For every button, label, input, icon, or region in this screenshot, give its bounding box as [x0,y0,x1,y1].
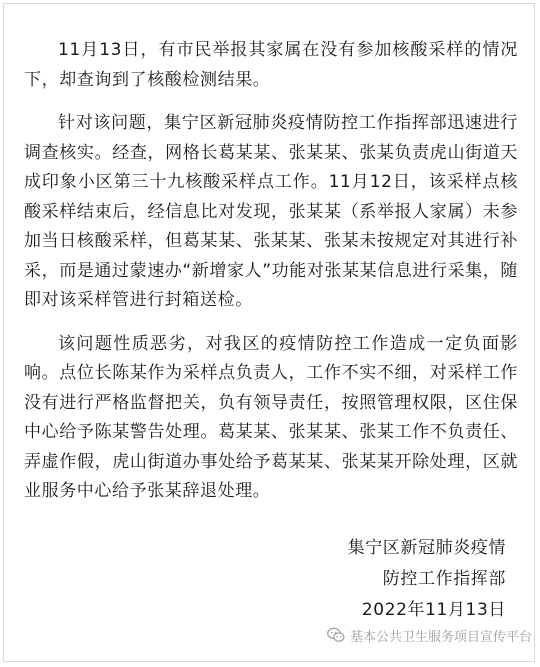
wechat-icon [326,625,346,645]
watermark-text: 基本公共卫生服务项目宣传平台 [349,629,532,645]
signature-block [348,533,506,626]
notice-body [24,36,518,521]
signature-org-line1: 集宁区新冠肺炎疫情 [347,538,506,558]
signature-date: 2022年11月13日 [361,600,506,620]
paragraph-report: 11月13日，有市民举报其家属在没有参加核酸采样的情况下，却查询到了核酸检测结果。 [24,40,518,90]
signature-org-line2: 防控工作指挥部 [382,569,506,589]
paragraph-investigation: 针对该问题，集宁区新冠肺炎疫情防控工作指挥部迅速进行调查核实。经查，网格长葛某某、张某某、张某负责虎山街道天成印象小区第三十九核酸采样点工作。11月12日，该采样点核酸采样结束后，经信息比对发现，张某某（系举报人家属）未参加当日核酸采样，但葛某某、张某某、张某未按规定对其进行补采，而是通过蒙速办“新增家人”功能对张某某信息进行采集，随即对该采样管进行封箱送检。 [24,113,519,310]
paragraph-penalty: 该问题性质恶劣，对我区的疫情防控工作造成一定负面影响。点位长陈某作为采样点负责人，工作不实不细，对采样工作没有进行严格监督把关，负有领导责任，按照管理权限，区住保中心给予陈某警告处理。葛某某、张某某、张某工作不负责任、弄虚作假，虎山街道办事处给予葛某某、张某某开除处理，区就业服务中心给予张某辞退处理。 [24,333,518,501]
watermark [326,625,532,645]
